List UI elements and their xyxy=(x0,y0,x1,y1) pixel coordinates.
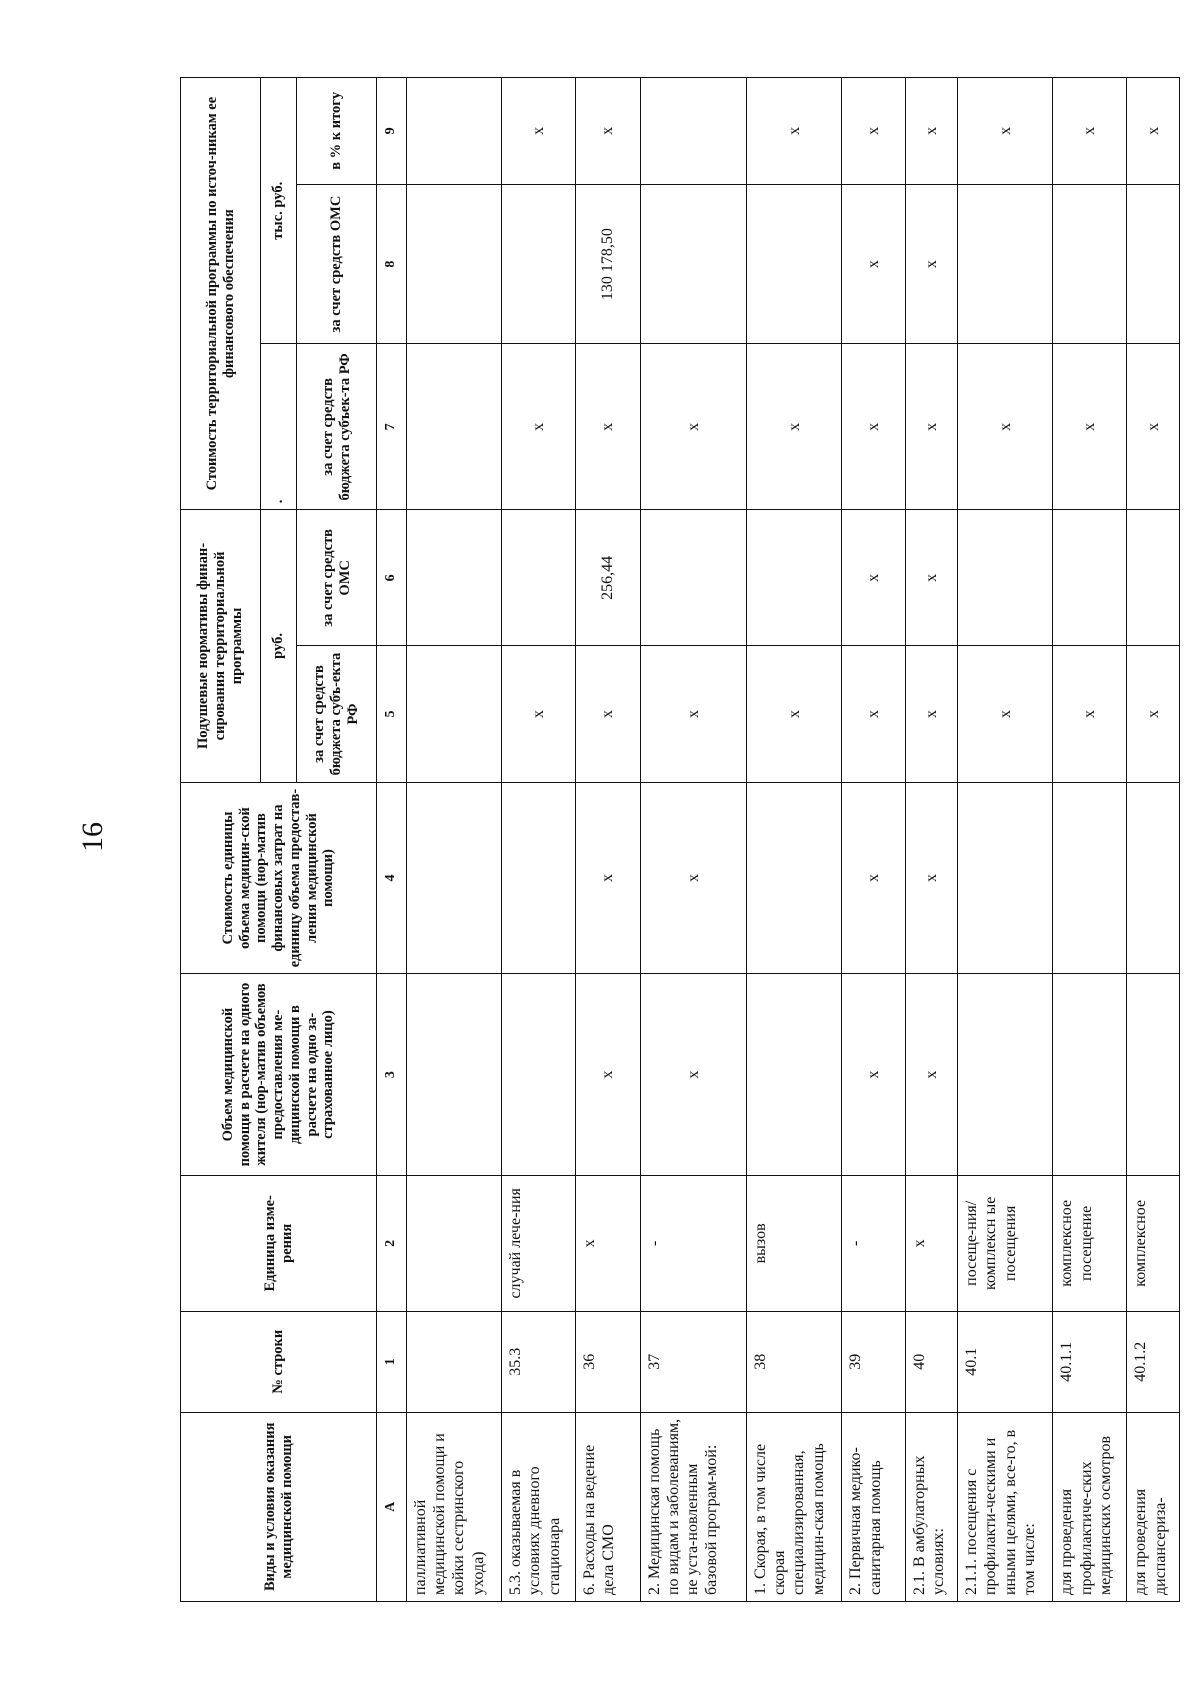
index-cell: 8 xyxy=(377,184,407,344)
table-row xyxy=(1127,78,1180,1602)
cell-c9: х xyxy=(502,78,576,185)
cell-unit: комплексное посещение xyxy=(1053,1175,1127,1311)
cell-c3: х xyxy=(905,974,958,1175)
cell-c8 xyxy=(502,184,576,344)
cell-c5: х xyxy=(1053,646,1127,782)
cell-unit: х xyxy=(576,1175,640,1311)
cell-c6 xyxy=(747,510,842,646)
cell-c8 xyxy=(747,184,842,344)
cell-c5: х xyxy=(1127,646,1180,782)
cell-c9: х xyxy=(1053,78,1127,185)
row-label: 2.1.1. посещения с профилакти-ческими и иными целями, все-го, в том числе: xyxy=(958,1412,1053,1601)
row-label: 6. Расходы на ведение дела СМО xyxy=(576,1412,640,1601)
table-row xyxy=(958,78,1053,1602)
cell-c6: х xyxy=(842,510,905,646)
row-number: 35.3 xyxy=(502,1311,576,1412)
table-row xyxy=(640,78,747,1602)
cell-c4 xyxy=(1127,782,1180,974)
index-cell: 7 xyxy=(377,344,407,510)
cell-c9: х xyxy=(958,78,1053,185)
cell-c9: х xyxy=(905,78,958,185)
cell-c5 xyxy=(407,646,502,782)
cell-c9: х xyxy=(747,78,842,185)
header-col-7: за счет средств бюджета субъек-та РФ xyxy=(297,344,377,510)
index-row xyxy=(377,78,407,1602)
cell-c7 xyxy=(407,344,502,510)
cell-c4 xyxy=(502,782,576,974)
cell-c9: х xyxy=(576,78,640,185)
index-cell: 9 xyxy=(377,78,407,185)
cell-c8 xyxy=(958,184,1053,344)
cell-c3 xyxy=(407,974,502,1175)
cell-c6 xyxy=(1053,510,1127,646)
financing-table xyxy=(180,77,1180,1602)
cell-c5: х xyxy=(958,646,1053,782)
cell-c4: х xyxy=(640,782,747,974)
header-col-a: Виды и условия оказания медицинской помощи xyxy=(181,1412,377,1601)
cell-c7: х xyxy=(576,344,640,510)
cell-c3 xyxy=(1127,974,1180,1175)
cell-c8: х xyxy=(905,184,958,344)
cell-c7: х xyxy=(958,344,1053,510)
cell-c6 xyxy=(1127,510,1180,646)
cell-unit: вызов xyxy=(747,1175,842,1311)
header-col-8: за счет средств ОМС xyxy=(297,184,377,344)
cell-c6: 256,44 xyxy=(576,510,640,646)
header-cost-unit-mark: . xyxy=(261,344,297,510)
cell-c3: х xyxy=(842,974,905,1175)
cell-c4: х xyxy=(905,782,958,974)
cell-c7: х xyxy=(747,344,842,510)
cell-c7: х xyxy=(1053,344,1127,510)
header-cost-unit: тыс. руб. xyxy=(261,78,297,344)
index-cell: 5 xyxy=(377,646,407,782)
cell-c7: х xyxy=(905,344,958,510)
header-norm-unit: руб. xyxy=(261,510,297,782)
cell-c5: х xyxy=(905,646,958,782)
cell-unit: случай лече-ния xyxy=(502,1175,576,1311)
cell-c9: х xyxy=(1127,78,1180,185)
row-number: 38 xyxy=(747,1311,842,1412)
cell-unit: - xyxy=(640,1175,747,1311)
table-row xyxy=(576,78,640,1602)
header-col-1: № строки xyxy=(181,1311,377,1412)
index-cell: 3 xyxy=(377,974,407,1175)
cell-c8: х xyxy=(842,184,905,344)
index-cell: 2 xyxy=(377,1175,407,1311)
row-number: 39 xyxy=(842,1311,905,1412)
header-group-cost: Стоимость территориальной программы по источ-никам ее финансового обеспечения xyxy=(181,78,261,510)
cell-c5: х xyxy=(502,646,576,782)
row-label: 2. Медицинская помощь по видам и заболеваниям, не уста-новленным базовой програм-мой: xyxy=(640,1412,747,1601)
cell-c8 xyxy=(407,184,502,344)
header-col-3: Объем медицинской помощи в расчете на одного жителя (нор-матив объемов предоставления ме-дицинской помощи в расчете на одно за-страхованное лицо) xyxy=(181,974,377,1175)
table-row xyxy=(905,78,958,1602)
row-number: 40.1.1 xyxy=(1053,1311,1127,1412)
rotated-table-wrapper xyxy=(180,77,1180,1602)
page-number: 16 xyxy=(76,822,109,852)
header-col-5: за счет средств бюджета субъ-екта РФ xyxy=(297,646,377,782)
table-row xyxy=(502,78,576,1602)
cell-c9 xyxy=(407,78,502,185)
cell-unit: посеще-ния/комплексн ые посещения xyxy=(958,1175,1053,1311)
row-number: 40 xyxy=(905,1311,958,1412)
cell-c9: х xyxy=(842,78,905,185)
cell-unit: х xyxy=(905,1175,958,1311)
row-number: 40.1.2 xyxy=(1127,1311,1180,1412)
cell-c3 xyxy=(747,974,842,1175)
cell-c8 xyxy=(1053,184,1127,344)
cell-c4 xyxy=(958,782,1053,974)
cell-c7: х xyxy=(1127,344,1180,510)
cell-unit xyxy=(407,1175,502,1311)
header-col-9: в % к итогу xyxy=(297,78,377,185)
index-cell: 4 xyxy=(377,782,407,974)
table-row xyxy=(407,78,502,1602)
index-cell: А xyxy=(377,1412,407,1601)
table-row xyxy=(747,78,842,1602)
index-cell: 1 xyxy=(377,1311,407,1412)
cell-c5: х xyxy=(747,646,842,782)
cell-c9 xyxy=(640,78,747,185)
cell-c8 xyxy=(640,184,747,344)
row-number xyxy=(407,1311,502,1412)
cell-c3 xyxy=(958,974,1053,1175)
table-row xyxy=(1053,78,1127,1602)
cell-c3 xyxy=(502,974,576,1175)
cell-c3 xyxy=(1053,974,1127,1175)
cell-c7: х xyxy=(640,344,747,510)
row-number: 37 xyxy=(640,1311,747,1412)
table-row xyxy=(842,78,905,1602)
header-col-2: Единица изме-рения xyxy=(181,1175,377,1311)
cell-c6 xyxy=(640,510,747,646)
cell-c5: х xyxy=(842,646,905,782)
index-cell: 6 xyxy=(377,510,407,646)
row-label: 1. Скорая, в том числе скорая специализированная, медицин-ская помощь xyxy=(747,1412,842,1601)
cell-c8: 130 178,50 xyxy=(576,184,640,344)
cell-c6 xyxy=(958,510,1053,646)
cell-c5: х xyxy=(576,646,640,782)
cell-c6 xyxy=(502,510,576,646)
cell-c7: х xyxy=(502,344,576,510)
row-label: для проведения диспансериза- xyxy=(1127,1412,1180,1601)
cell-c4 xyxy=(1053,782,1127,974)
header-group-norm: Подушевые нормативы финан-сирования территориальной программы xyxy=(181,510,261,782)
row-label: паллиативной медицинской помощи и койки сестринского ухода) xyxy=(407,1412,502,1601)
row-label: 5.3. оказываемая в условиях дневного стационара xyxy=(502,1412,576,1601)
header-col-4: Стоимость единицы объема медицин-ской помощи (нор-матив финансовых затрат на единицу объема предостав-ления медицинской помощи) xyxy=(181,782,377,974)
cell-c3: х xyxy=(576,974,640,1175)
cell-unit: комплексное xyxy=(1127,1175,1180,1311)
row-label: 2.1. В амбулаторных условиях: xyxy=(905,1412,958,1601)
cell-c4 xyxy=(747,782,842,974)
row-label: для проведения профилактиче-ских медицинских осмотров xyxy=(1053,1412,1127,1601)
cell-c5: х xyxy=(640,646,747,782)
table-header xyxy=(181,78,407,1602)
cell-c6 xyxy=(407,510,502,646)
cell-c6: х xyxy=(905,510,958,646)
cell-c3: х xyxy=(640,974,747,1175)
table-body xyxy=(407,78,1180,1602)
cell-c7: х xyxy=(842,344,905,510)
row-number: 36 xyxy=(576,1311,640,1412)
header-col-6: за счет средств ОМС xyxy=(297,510,377,646)
row-label: 2. Первичная медико-санитарная помощь xyxy=(842,1412,905,1601)
cell-c4: х xyxy=(842,782,905,974)
row-number: 40.1 xyxy=(958,1311,1053,1412)
cell-c4: х xyxy=(576,782,640,974)
cell-c8 xyxy=(1127,184,1180,344)
cell-unit: - xyxy=(842,1175,905,1311)
cell-c4 xyxy=(407,782,502,974)
